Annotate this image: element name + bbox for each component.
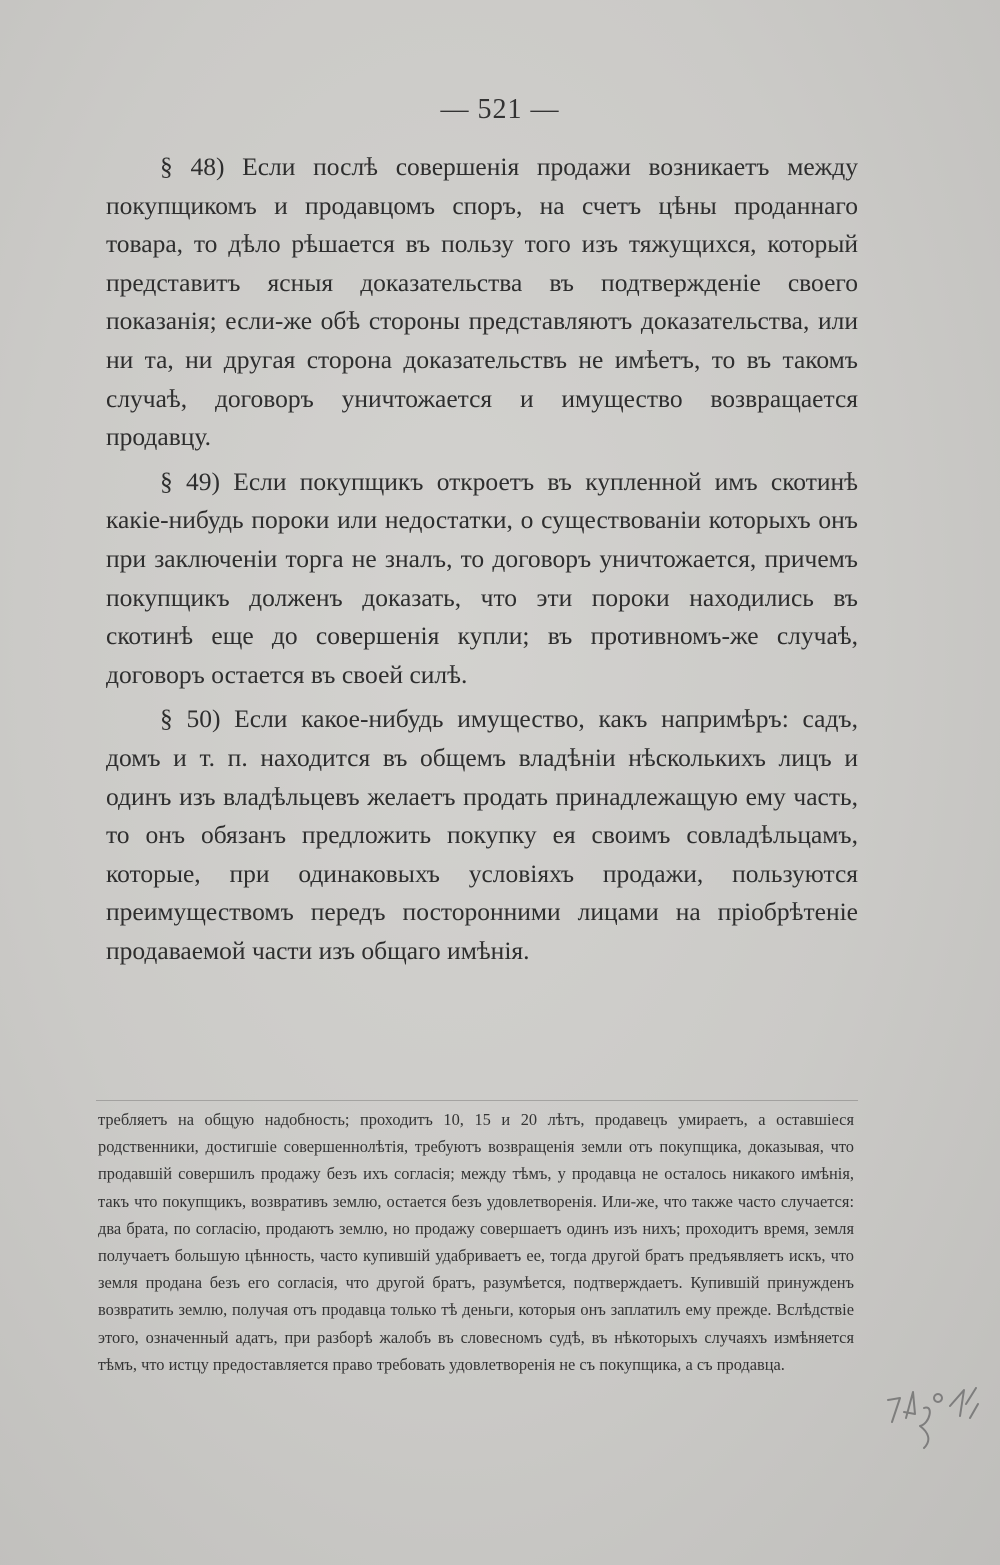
paragraph-49: § 49) Если покупщикъ откроетъ въ купленной имъ скотинѣ какіе-нибудь пороки или недостатки, о существованіи которыхъ онъ при заключеніи торга не зналъ, то договоръ уничтожается, причемъ покупщикъ долженъ доказать, что эти пороки находились въ скотинѣ еще до совершенія купли; въ противномъ-же случаѣ, договоръ остается въ своей силѣ.	[106, 466, 858, 689]
paragraph-48: § 48) Если послѣ совершенія продажи возникаетъ между покупщикомъ и продавцомъ споръ, на счетъ цѣны проданнаго товара, то дѣло рѣшается въ пользу того изъ тяжущихся, который представитъ ясныя доказательства въ подтвержденіе своего показанія; если-же обѣ стороны представляютъ доказательства, или ни та, ни другая сторона доказательствъ не имѣетъ, то въ такомъ случаѣ, договоръ уничтожается и имущество возвращается продавцу.	[106, 152, 858, 452]
main-text-body	[106, 148, 858, 970]
handwritten-pencil-annotation	[880, 1378, 980, 1458]
footnote	[98, 1106, 854, 1378]
paragraph-50: § 50) Если какое-нибудь имущество, какъ напримѣръ: садъ, домъ и т. п. находится въ общемъ владѣніи нѣсколькихъ лицъ и одинъ изъ владѣльцевъ желаетъ продать принадлежащую ему часть, то онъ обязанъ предложить покупку ея своимъ совладѣльцамъ, которые, при одинаковыхъ условіяхъ продажи, пользуются преимуществомъ передъ посторонними лицами на пріобрѣтеніе продаваемой части изъ общаго имѣнія.	[106, 704, 858, 965]
footnote-text: требляетъ на общую надобность; проходитъ 10, 15 и 20 лѣтъ, продавецъ умираетъ, а оставшіеся родственники, достигшіе совершеннолѣтія, требуютъ возвращенія земли отъ покупщика, доказывая, что продавшій совершилъ продажу безъ ихъ согласія; между тѣмъ, у продавца не осталось никакого имѣнія, такъ что покупщикъ, возвративъ землю, остается безъ удовлетворенія. Или-же, что также часто случается: два брата, по согласію, продаютъ землю, но продажу совершаетъ одинъ изъ нихъ; проходитъ время, земля получаетъ большую цѣнность, часто купившій удабриваетъ ее, тогда другой братъ предъявляетъ искъ, что земля продана безъ его согласія, что другой братъ, разумѣется, подтверждаетъ. Купившій принужденъ возвратить землю, получая отъ продавца только тѣ деньги, которыя онъ заплатилъ ему прежде. Вслѣдствіе этого, означенный адатъ, при разборѣ жалобъ въ словесномъ судѣ, въ нѣкоторыхъ случаяхъ измѣняется тѣмъ, что истцу предоставляется право требовать удовлетворенія не съ покупщика, а съ продавца.	[98, 1110, 854, 1374]
footnote-divider	[96, 1100, 858, 1101]
page-number: — 521 —	[440, 94, 560, 125]
